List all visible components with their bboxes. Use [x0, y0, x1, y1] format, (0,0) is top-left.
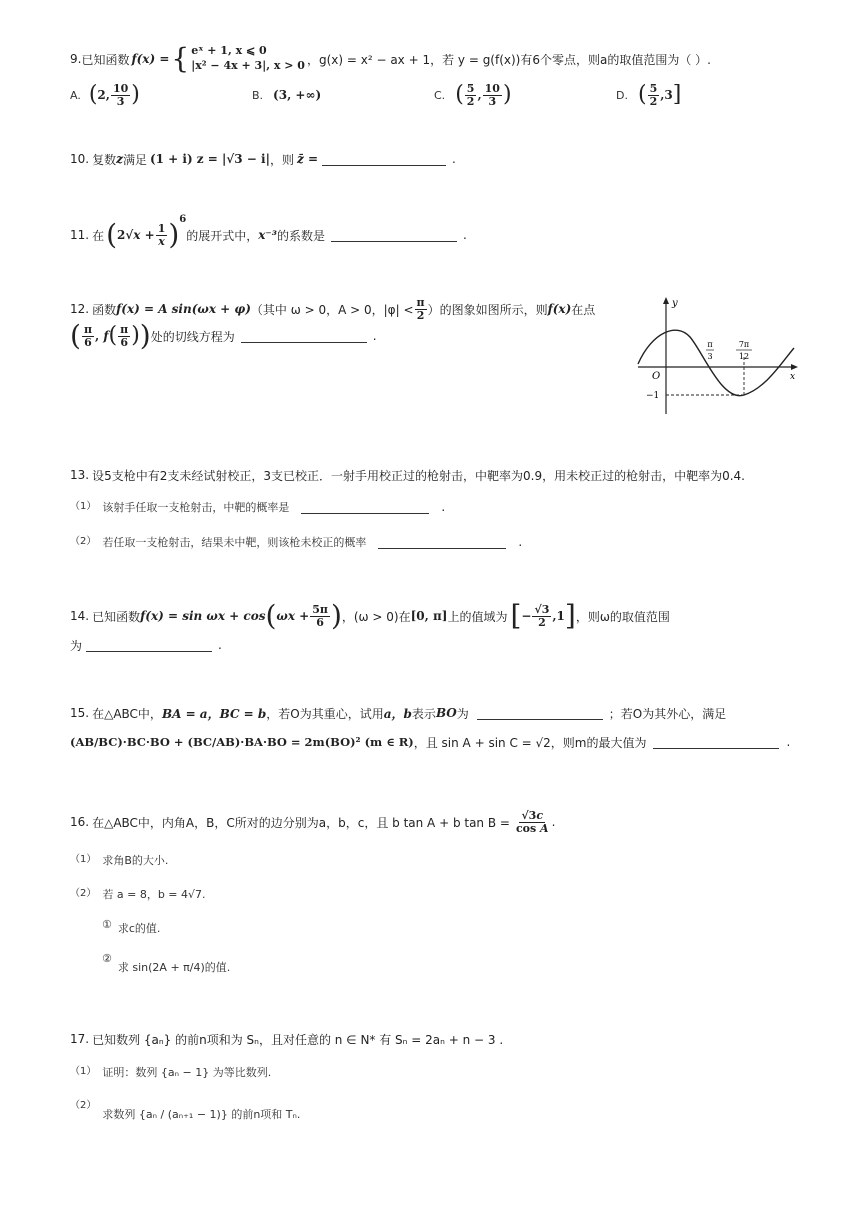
q11-text-3: 的系数是	[277, 228, 326, 243]
q9-option-d-bracket: ]	[672, 82, 682, 107]
q12-comma-f: , f	[95, 329, 109, 343]
q12-sine-curve	[638, 330, 794, 396]
q12-inner-paren-close: )	[131, 323, 140, 348]
q13-part-2-tag: （2）	[70, 536, 97, 547]
q10-equation: (1 + i) z = |√3 − i|	[149, 152, 270, 166]
q16-sub-1	[102, 918, 160, 938]
q9-option-c	[434, 78, 512, 112]
q9-option-b	[252, 80, 321, 110]
q12-tick-1-den: 3	[707, 352, 713, 361]
q12-text-4: 在点	[571, 302, 596, 317]
q12-line-2	[70, 318, 377, 354]
q9-option-d	[616, 78, 681, 112]
q15-number: 15.	[70, 706, 90, 720]
q15-line-2	[70, 724, 790, 760]
q9-cases	[191, 44, 305, 74]
q16-sub-1-text: 求c的值.	[117, 922, 161, 935]
q16-sub-2-tag: ②	[102, 952, 112, 965]
q13-part-1-end: .	[441, 500, 446, 514]
q10-z: z	[116, 152, 123, 166]
q11-end: .	[463, 228, 467, 242]
q14-text-4: ，则ω的取值范围	[575, 609, 670, 624]
q16-stem	[70, 804, 555, 840]
q14-frac-5pi6: $\frac{5\pi}{6}$	[312, 602, 328, 629]
q14-text-1: 已知函数	[92, 609, 141, 624]
q13-part-2-text: 若任取一支枪射击，结果未中靶，则该枪未校正的概率	[102, 536, 367, 549]
q12-fx: f(x) = A sin(ωx + φ)	[116, 302, 251, 316]
q11-frac: $\frac{1}{x}$	[157, 221, 166, 248]
q9-option-a-paren-close: )	[131, 82, 140, 107]
q12-paren-close: )	[139, 319, 151, 352]
q13-part-2-end: .	[518, 535, 523, 549]
q14-line-2	[70, 636, 222, 654]
q10-text-2: 满足	[122, 152, 147, 167]
q12-origin-label: O	[652, 371, 661, 382]
q9-option-d-letter: D.	[616, 88, 628, 102]
q14-interval: [0, π]	[410, 609, 448, 623]
q13-part-1	[70, 497, 445, 517]
q12-x-label: x	[790, 372, 796, 382]
q10-text-3: ，则	[269, 152, 294, 167]
q15-text-5: 为	[456, 706, 469, 721]
q12-neg1-label: −1	[646, 391, 660, 401]
q9-option-c-paren: (	[455, 82, 464, 107]
q9-option-a-letter: A.	[70, 88, 81, 102]
q9-stem	[70, 42, 711, 76]
q16-part-1-tag: （1）	[70, 854, 97, 865]
q9-option-a-value: 2,	[97, 88, 110, 102]
q12-frac-pi6-b: $\frac{\pi}{6}$	[120, 322, 129, 349]
q9-option-a	[70, 80, 140, 110]
q9-option-a-frac: $\frac{10}{3}$	[112, 81, 129, 108]
q13-part-2-blank[interactable]	[378, 536, 506, 549]
q16-sub-1-tag: ①	[102, 918, 112, 931]
q14-end: .	[218, 638, 222, 652]
q17-part-2-tag: （2）	[70, 1100, 97, 1111]
q9-option-c-frac2: $\frac{10}{3}$	[484, 81, 500, 108]
q12-tick-1-num: π	[707, 340, 713, 349]
q14-bracket-close: ]	[564, 599, 576, 632]
q9-option-d-frac: $\frac{5}{2}$	[649, 81, 658, 108]
q9-option-b-value: (3, +∞)	[273, 88, 322, 102]
q16-sub-2-text: 求 sin(2A + π/4)的值.	[117, 961, 231, 974]
q9-brace: {	[171, 42, 190, 75]
q17-part-1-text: 证明：数列 {aₙ − 1} 为等比数列.	[102, 1066, 272, 1079]
q14-answer-blank[interactable]	[86, 639, 212, 652]
q9-option-d-value: ,3	[660, 88, 673, 102]
q15-vectors: BA = a，BC = b	[161, 706, 267, 721]
q9-option-c-frac1: $\frac{5}{2}$	[466, 81, 475, 108]
q12-answer-blank[interactable]	[241, 330, 367, 343]
q9-option-c-comma: ,	[477, 88, 482, 102]
q15-answer-blank-1[interactable]	[477, 707, 603, 720]
q15-end: .	[786, 735, 791, 749]
q13-stem-text: 设5支枪中有2支未经试射校正，3支已校正．一射手用校正过的枪射击，中靶率为0.9，用未校正过的枪射击，中靶率为0.4.	[92, 468, 745, 483]
q11-stem	[70, 212, 467, 258]
q17-part-2-text: 求数列 {aₙ / (aₙ₊₁ − 1)} 的前n项和 Tₙ.	[102, 1108, 301, 1121]
q9-case1: eˣ + 1, x ⩽ 0	[191, 44, 267, 58]
q12-y-arrow	[663, 297, 669, 304]
q11-answer-blank[interactable]	[331, 229, 457, 242]
q17-part-1	[70, 1062, 271, 1082]
q10-stem	[70, 150, 456, 168]
q11-text-2: 的展开式中，	[186, 228, 259, 243]
q12-frac-pi6: $\frac{\pi}{6}$	[83, 322, 92, 349]
q14-line-1	[70, 596, 670, 636]
q14-fx: f(x) = sin ωx + cos	[140, 609, 266, 623]
q12-fx2: f(x)	[547, 302, 572, 316]
q12-graph	[632, 292, 802, 417]
q9-option-b-letter: B.	[252, 88, 264, 102]
q12-y-label: y	[672, 298, 678, 309]
q14-text-line2: 为	[70, 638, 83, 653]
q16-stem-text: 在△ABC中，内角A，B，C所对的边分别为a，b，c，且 b tan A + b tan B =	[92, 815, 510, 830]
q15-text-6: ；若O为其外心，满足	[608, 706, 727, 721]
q14-paren-close: )	[330, 599, 342, 632]
q11-term: x⁻³	[258, 228, 278, 242]
q12-tick-2-num: 7π	[738, 340, 750, 349]
q9-option-c-letter: C.	[434, 88, 446, 102]
q15-vectors-ab: a，b	[383, 706, 412, 721]
q14-minus: −	[521, 609, 532, 623]
q9-option-a-paren: (	[88, 82, 98, 107]
q13-stem	[70, 466, 745, 484]
q17-part-2	[70, 1096, 300, 1132]
q15-text-1: 在△ABC中，	[92, 706, 162, 721]
q12-x-arrow	[791, 364, 798, 370]
q9-text: 已知函数	[81, 52, 130, 67]
q10-zbar: z̄ =	[296, 152, 319, 166]
q14-omega-x: ωx +	[276, 609, 310, 623]
q15-answer-blank-2[interactable]	[653, 736, 779, 749]
q10-text-1: 复数	[92, 152, 117, 167]
q12-text-2: （其中 ω > 0，A > 0，|φ| <	[250, 302, 414, 317]
q10-answer-blank[interactable]	[322, 153, 446, 166]
q12-number: 12.	[70, 302, 90, 316]
q15-text-4: 表示	[411, 706, 436, 721]
q14-text-3: 上的值域为	[447, 609, 508, 624]
q11-text-1: 在	[92, 228, 105, 243]
q14-bracket-open: [	[510, 599, 522, 632]
q13-part-2	[70, 532, 522, 552]
q15-line-1	[70, 703, 726, 723]
q12-inner-paren: (	[108, 323, 118, 348]
q15-text-7: ，且 sin A + sin C = √2，则m的最大值为	[413, 735, 647, 750]
q15-bo: BO	[435, 706, 457, 720]
q13-part-1-tag: （1）	[70, 501, 97, 512]
q14-number: 14.	[70, 609, 90, 623]
q14-one: ,1	[552, 609, 565, 623]
q10-number: 10.	[70, 152, 90, 166]
q16-part-2-tag: （2）	[70, 888, 97, 899]
q17-stem-text: 已知数列 {aₙ} 的前n项和为 Sₙ，且对任意的 n ∈ N* 有 Sₙ = 2aₙ + n − 3 .	[92, 1032, 504, 1047]
q9-option-c-paren-close: )	[502, 82, 512, 107]
q10-end: .	[452, 152, 456, 166]
q12-end: .	[372, 329, 377, 343]
q16-number: 16.	[70, 815, 90, 829]
q14-text-2: ，(ω > 0)在	[341, 609, 411, 624]
q12-pi-over-2: $\frac{\pi}{2}$	[416, 295, 425, 322]
q9-g-text: ，g(x) = x² − ax + 1，若 y = g(f(x))有6个零点，则a的取值范围为（ ）.	[306, 52, 711, 67]
q17-part-1-tag: （1）	[70, 1066, 97, 1077]
q11-number: 11.	[70, 228, 90, 242]
q17-number: 17.	[70, 1032, 90, 1046]
q13-part-1-text: 该射手任取一支枪射击，中靶的概率是	[102, 501, 290, 514]
q12-text-5: 处的切线方程为	[150, 329, 235, 344]
q14-frac-sqrt3: $\frac{√3}{2}$	[534, 602, 550, 629]
q13-number: 13.	[70, 468, 90, 482]
q11-exponent: 6	[179, 214, 187, 225]
q11-term-1: 2√x +	[117, 228, 155, 242]
q12-tick-2-den: 12	[738, 352, 750, 361]
q16-part-2	[70, 884, 206, 904]
q14-paren-open: (	[265, 599, 277, 632]
q13-part-1-blank[interactable]	[301, 501, 429, 514]
q16-frac: $\frac{√3c}{\text{cos A}}$	[515, 808, 549, 835]
q11-paren-open: (	[106, 218, 118, 251]
q16-part-1	[70, 850, 168, 870]
q12-text-3: ）的图象如图所示，则	[427, 302, 548, 317]
q16-part-1-text: 求角B的大小.	[102, 854, 169, 867]
q16-end: .	[551, 815, 556, 829]
q9-number: 9.	[70, 52, 82, 66]
q17-stem	[70, 1030, 503, 1048]
q16-part-2-text: 若 a = 8，b = 4√7.	[102, 888, 206, 901]
q9-case2: |x² − 4x + 3|, x > 0	[191, 59, 305, 72]
q12-paren-open: (	[70, 319, 81, 352]
q9-option-d-paren: (	[637, 82, 647, 107]
q11-paren-close: )	[168, 218, 180, 251]
q16-sub-2	[102, 952, 230, 982]
q15-text-2: ，若O为其重心，试用	[266, 706, 384, 721]
q15-condition: (AB/BC)·BC·BO + (BC/AB)·BA·BO = 2m(BO)² (m ∈ R)	[70, 735, 414, 749]
q12-text-1: 函数	[92, 302, 117, 317]
q9-fx: f(x) =	[131, 52, 170, 66]
